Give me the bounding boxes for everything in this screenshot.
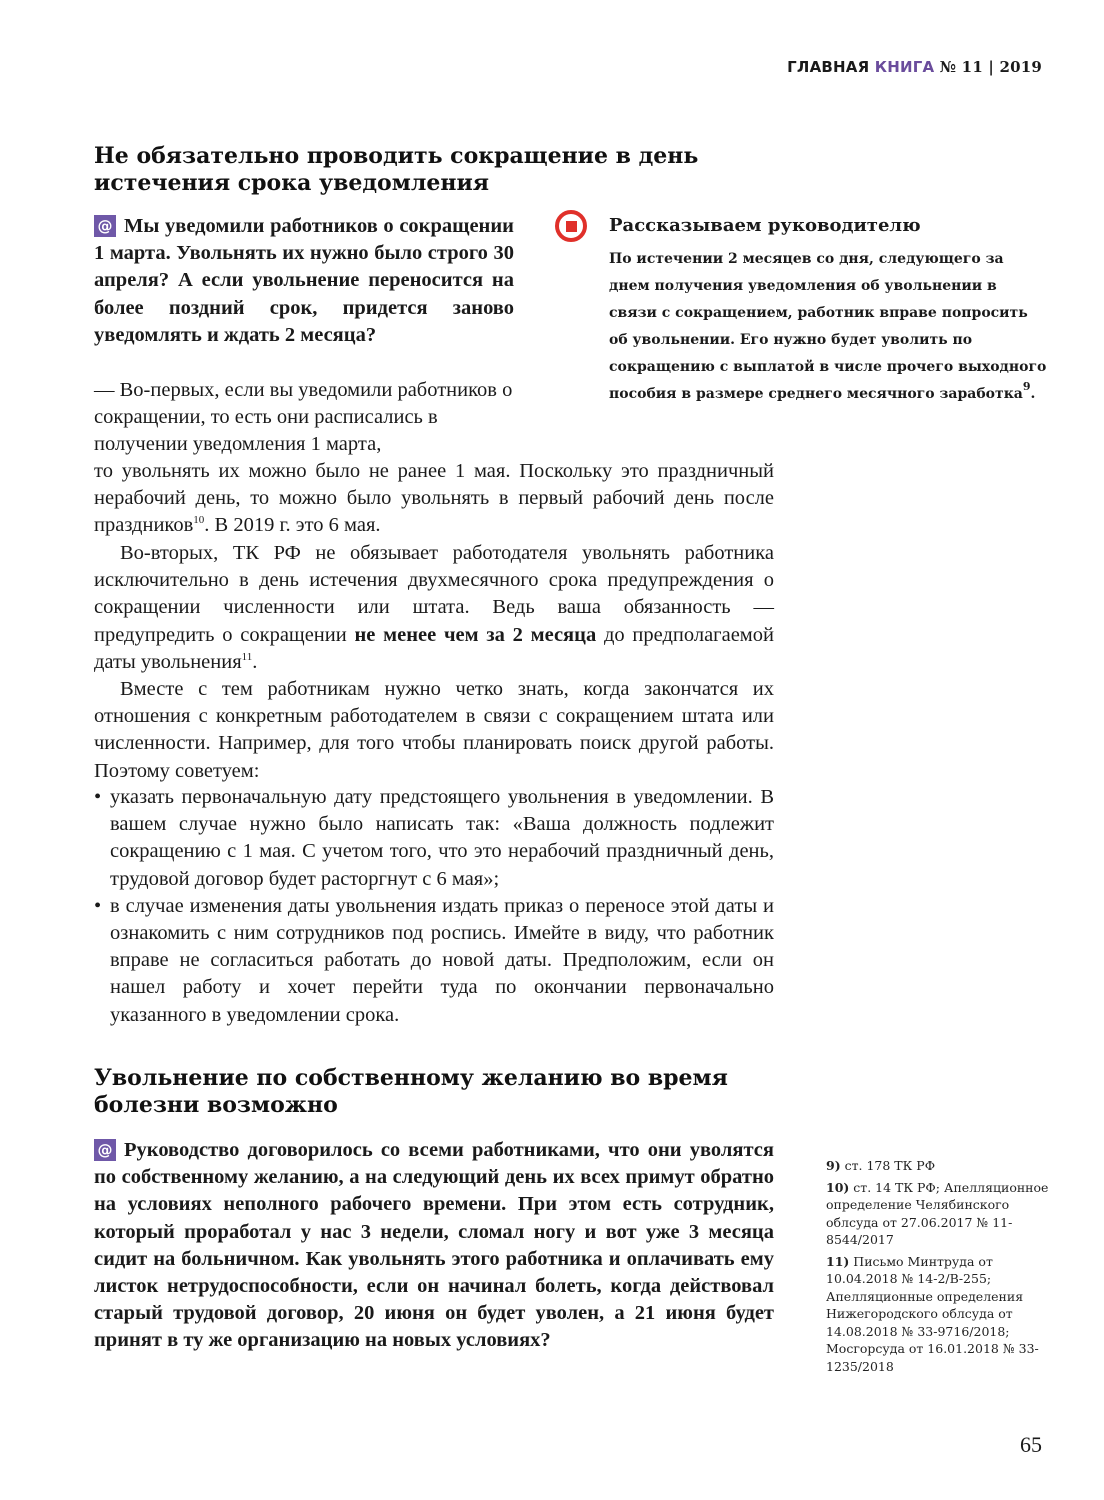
footnote-11 xyxy=(826,1253,1056,1376)
brand-accent: КНИГА xyxy=(874,58,935,76)
answer-text: до предполагаемой даты увольнения xyxy=(94,623,774,673)
running-header xyxy=(787,58,1042,76)
section-heading-reduction: Не обязательно проводить сокращение в день истечения срока уведомления xyxy=(94,143,699,196)
footnote-text: ст. 14 ТК РФ; Апелляционное определение Челябинского облсуда от 27.06.2017 № 11-8544/2017 xyxy=(826,1179,1049,1247)
issue-number: № 11 | 2019 xyxy=(939,58,1042,76)
footnote-9 xyxy=(826,1157,1056,1175)
advice-list xyxy=(94,784,774,1029)
tip-text: По истечении 2 месяцев со дня, следующего за днем получения уведомления об увольнении в связи с сокращением, работник вправе попросить об увольнении. Его нужно будет уволить по сокращению с выплатой в числе прочего выходного пособия в размере среднего месячного заработка xyxy=(609,251,1047,402)
page-number: 65 xyxy=(1020,1432,1042,1457)
footnote-ref-11: 11 xyxy=(241,650,253,663)
section-heading-resignation: Увольнение по собственному желанию во время болезни возможно xyxy=(94,1065,728,1118)
answer-text: Во-вторых, ТК РФ не обязывает работодателя увольнять работника исключительно в день истечения двухмесячного срока предупреждения о сокращении численности или штата. Ведь ваша обязанность — предупредить о сокращении xyxy=(94,542,774,646)
question-1-text: Мы уведомили работников о сокращении 1 марта. Увольнять их нужно было строго 30 апреля? А если увольнение переносится на более поздний срок, придется заново уведомлять и ждать 2 месяца? xyxy=(94,215,514,346)
question-1 xyxy=(94,213,514,349)
tip-title: Рассказываем руководителю xyxy=(609,215,921,236)
tip-text: . xyxy=(1030,386,1036,402)
footnote-10 xyxy=(826,1179,1056,1249)
answer-text: то увольнять их можно было не ранее 1 мая. Поскольку это праздничный нерабочий день, то можно было увольнять в первый рабочий день после праздников xyxy=(94,460,774,537)
footnotes xyxy=(826,1157,1056,1379)
answer-text: . xyxy=(252,650,258,673)
at-sign-icon: @ xyxy=(94,1139,116,1161)
answer-1-paragraph-1 xyxy=(94,458,774,540)
footnote-number: 11) xyxy=(826,1253,850,1269)
answer-1-paragraph-3: Вместе с тем работникам нужно четко знать, когда закончатся их отношения с конкретным работодателем в связи с сокращением штата или численности. Например, для того чтобы планировать поиск другой работы. Поэтому советуем: xyxy=(94,678,774,782)
stop-icon xyxy=(555,210,587,242)
emphasis-text: не менее чем за 2 месяца xyxy=(354,623,597,646)
footnote-text: ст. 178 ТК РФ xyxy=(844,1158,936,1173)
footnote-ref-9: 9 xyxy=(1022,380,1031,393)
footnote-number: 9) xyxy=(826,1158,841,1173)
answer-text: . В 2019 г. это 6 мая. xyxy=(204,514,381,537)
brand-main: ГЛАВНАЯ xyxy=(787,58,870,76)
question-2-text: Руководство договорилось со всеми работниками, что они уволятся по собственному желанию, а на следующий день их всех примут обратно на условиях неполного рабочего времени. При этом есть сотрудник, который проработал у нас 3 недели, сломал ногу и вот уже 3 месяца сидит на больничном. Как увольнять этого работника и оплачивать ему листок нетрудоспособности, если он начинал болеть, когда действовал старый трудовой договор, 20 июня он будет уволен, а 21 июня будет принят в ту же организацию на новых условиях? xyxy=(94,1139,774,1352)
list-item: • в случае изменения даты увольнения издать приказ о переносе этой даты и ознакомить с ним сотрудников под роспись. Имейте в виду, что работник вправе не согласиться работать до новой даты. Предположим, если он нашел работу и хочет перейти туда по окончании первоначально указанного в уведомлении срока. xyxy=(94,893,774,1029)
at-sign-icon: @ xyxy=(94,215,116,237)
tip-body xyxy=(609,246,1049,408)
answer-1-paragraph-2 xyxy=(94,540,774,676)
answer-1-intro: — Во-первых, если вы уведомили работников о сокращении, то есть они расписались в получении уведомления 1 марта, xyxy=(94,379,513,456)
question-2 xyxy=(94,1137,774,1355)
footnote-text: Письмо Минтруда от 10.04.2018 № 14-2/В-255; Апелляционные определения Нижегородского облсуда от 14.08.2018 № 33-9716/2018; Мосгорсуда от 16.01.2018 № 33-1235/2018 xyxy=(826,1253,1039,1374)
footnote-ref-10: 10 xyxy=(193,514,205,527)
list-item: • указать первоначальную дату предстоящего увольнения в уведомлении. В вашем случае нужно было написать так: «Ваша должность подлежит сокращению с 1 мая. С учетом того, что это нерабочий праздничный день, трудовой договор будет расторгнут с 6 мая»; xyxy=(94,784,774,893)
footnote-number: 10) xyxy=(826,1179,850,1195)
